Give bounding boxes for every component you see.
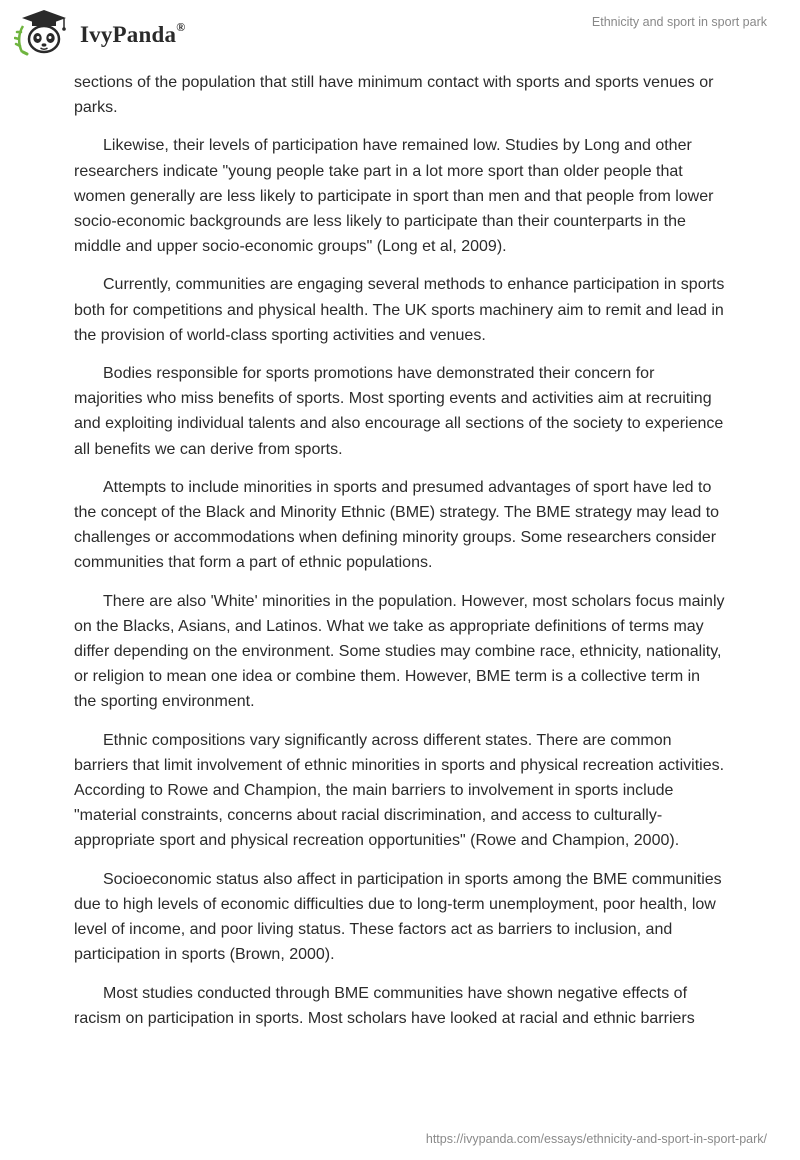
paragraph: sections of the population that still have minimum contact with sports and sports venues or parks. [74,74,714,117]
paragraph: There are also 'White' minorities in the population. However, most scholars focus mainly on the Blacks, Asians, and Latinos. What we take as appropriate definitions of terms may differ depending on the environment. Some studies may combine race, ethnicity, nationality, or religion to mean one idea or combine them. However, BME term is a collective term in the sporting environment. [74,592,725,711]
paragraph: Ethnic compositions vary significantly across different states. There are common barriers that limit involvement of ethnic minorities in sports and physical recreation activities. According to Rowe and Champion, the main barriers to involvement in sports include "material constraints, concerns about racial discrimination, and access to culturally-appropriate sport and physical recreation opportunities" (Rowe and Champion, 2000). [74,731,725,850]
panda-graduate-logo-icon [14,8,74,58]
document-title: Ethnicity and sport in sport park [591,15,767,29]
essay-body [74,70,726,1044]
brand-name: IvyPanda® [80,20,186,47]
paragraph: Bodies responsible for sports promotions have demonstrated their concern for majorities who miss benefits of sports. Most sporting events and activities aim at recruiting and exploiting individual talents and also encourage all sections of the society to experience all benefits we can derive from sports. [74,365,724,458]
paragraph: Attempts to include minorities in sports and presumed advantages of sport have led to the concept of the Black and Minority Ethnic (BME) strategy. The BME strategy may lead to challenges or accommodations when defining minority groups. Some researchers consider communities that form a part of ethnic populations. [74,478,720,572]
paragraph: Socioeconomic status also affect in participation in sports among the BME communities due to high levels of economic difficulties due to long-term unemployment, poor health, low level of income, and poor living status. These factors act as barriers to inclusion, and participation in sports (Brown, 2000). [74,870,722,964]
paragraph: Likewise, their levels of participation have remained low. Studies by Long and other researchers indicate "young people take part in a lot more sport than older people that women generally are less likely to participate in sport than men and that people from lower socio-economic backgrounds are less likely to participate than their counterparts in the middle and upper socio-economic groups" (Long et al, 2009). [74,137,714,256]
registered-mark: ® [176,20,186,34]
paragraph: Most studies conducted through BME communities have shown negative effects of racism on participation in sports. Most scholars have looked at racial and ethnic barriers [74,984,695,1027]
page-header [0,0,800,70]
source-url-link[interactable]: https://ivypanda.com/essays/ethnicity-and-sport-in-sport-park/ [425,1132,767,1146]
brand-logo[interactable] [14,8,185,58]
paragraph: Currently, communities are engaging several methods to enhance participation in sports both for competitions and physical health. The UK sports machinery aim to remit and lead in the provision of world-class sporting activities and venues. [74,276,725,344]
